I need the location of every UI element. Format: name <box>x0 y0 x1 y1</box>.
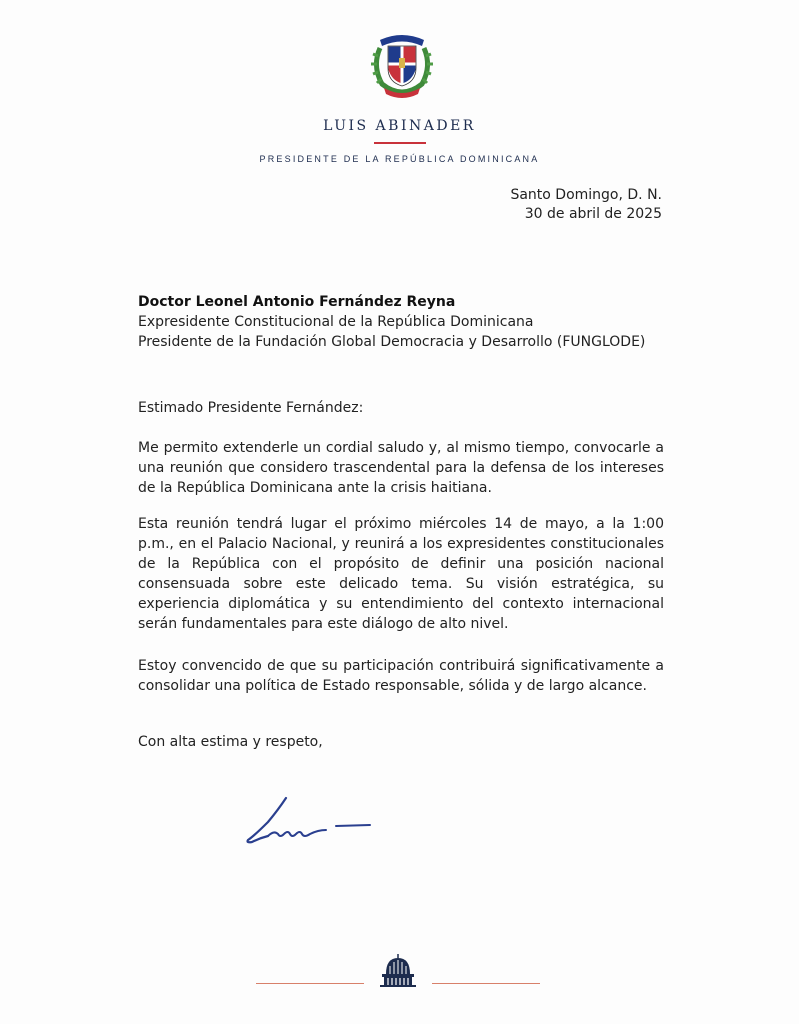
footer-line-right <box>432 983 540 984</box>
paragraph-2: Esta reunión tendrá lugar el próximo miércoles 14 de mayo, a la 1:00 p.m., en el Palacio Nacional, y reunirá a los expresidentes constitucionales de la República con el propósito de definir una posición nacional consensuada sobre este delicado tema. Su visión estratégica, su experiencia diplomática y su entendimiento del contexto internacional serán fundamentales para este diálogo de alto nivel. <box>138 516 664 632</box>
coat-of-arms-icon <box>366 28 438 98</box>
dateline <box>510 186 662 224</box>
paragraph-1: Me permito extenderle un cordial saludo y, al mismo tiempo, convocarle a una reunión que considero trascendental para la defensa de los intereses de la República Dominicana ante la crisis haitiana. <box>138 440 664 496</box>
palace-dome-icon <box>376 952 420 988</box>
sender-title: PRESIDENTE DE LA REPÚBLICA DOMINICANA <box>259 154 540 164</box>
footer-line-left <box>256 983 364 984</box>
recipient-name: Doctor Leonel Antonio Fernández Reyna <box>138 294 456 310</box>
dateline-place: Santo Domingo, D. N. <box>510 187 662 203</box>
recipient-line-1: Expresidente Constitucional de la República Dominicana <box>138 314 534 330</box>
sender-name: LUIS ABINADER <box>323 118 476 134</box>
letterhead-divider <box>374 142 426 144</box>
signature <box>238 790 388 852</box>
greeting: Estimado Presidente Fernández: <box>138 400 364 416</box>
paragraph-3: Estoy convencido de que su participación contribuirá significativamente a consolidar una política de Estado responsable, sólida y de largo alcance. <box>138 658 664 694</box>
closing: Con alta estima y respeto, <box>138 734 323 750</box>
recipient-block <box>138 292 645 352</box>
recipient-line-2: Presidente de la Fundación Global Democracia y Desarrollo (FUNGLODE) <box>138 334 646 350</box>
dateline-date: 30 de abril de 2025 <box>524 206 662 222</box>
